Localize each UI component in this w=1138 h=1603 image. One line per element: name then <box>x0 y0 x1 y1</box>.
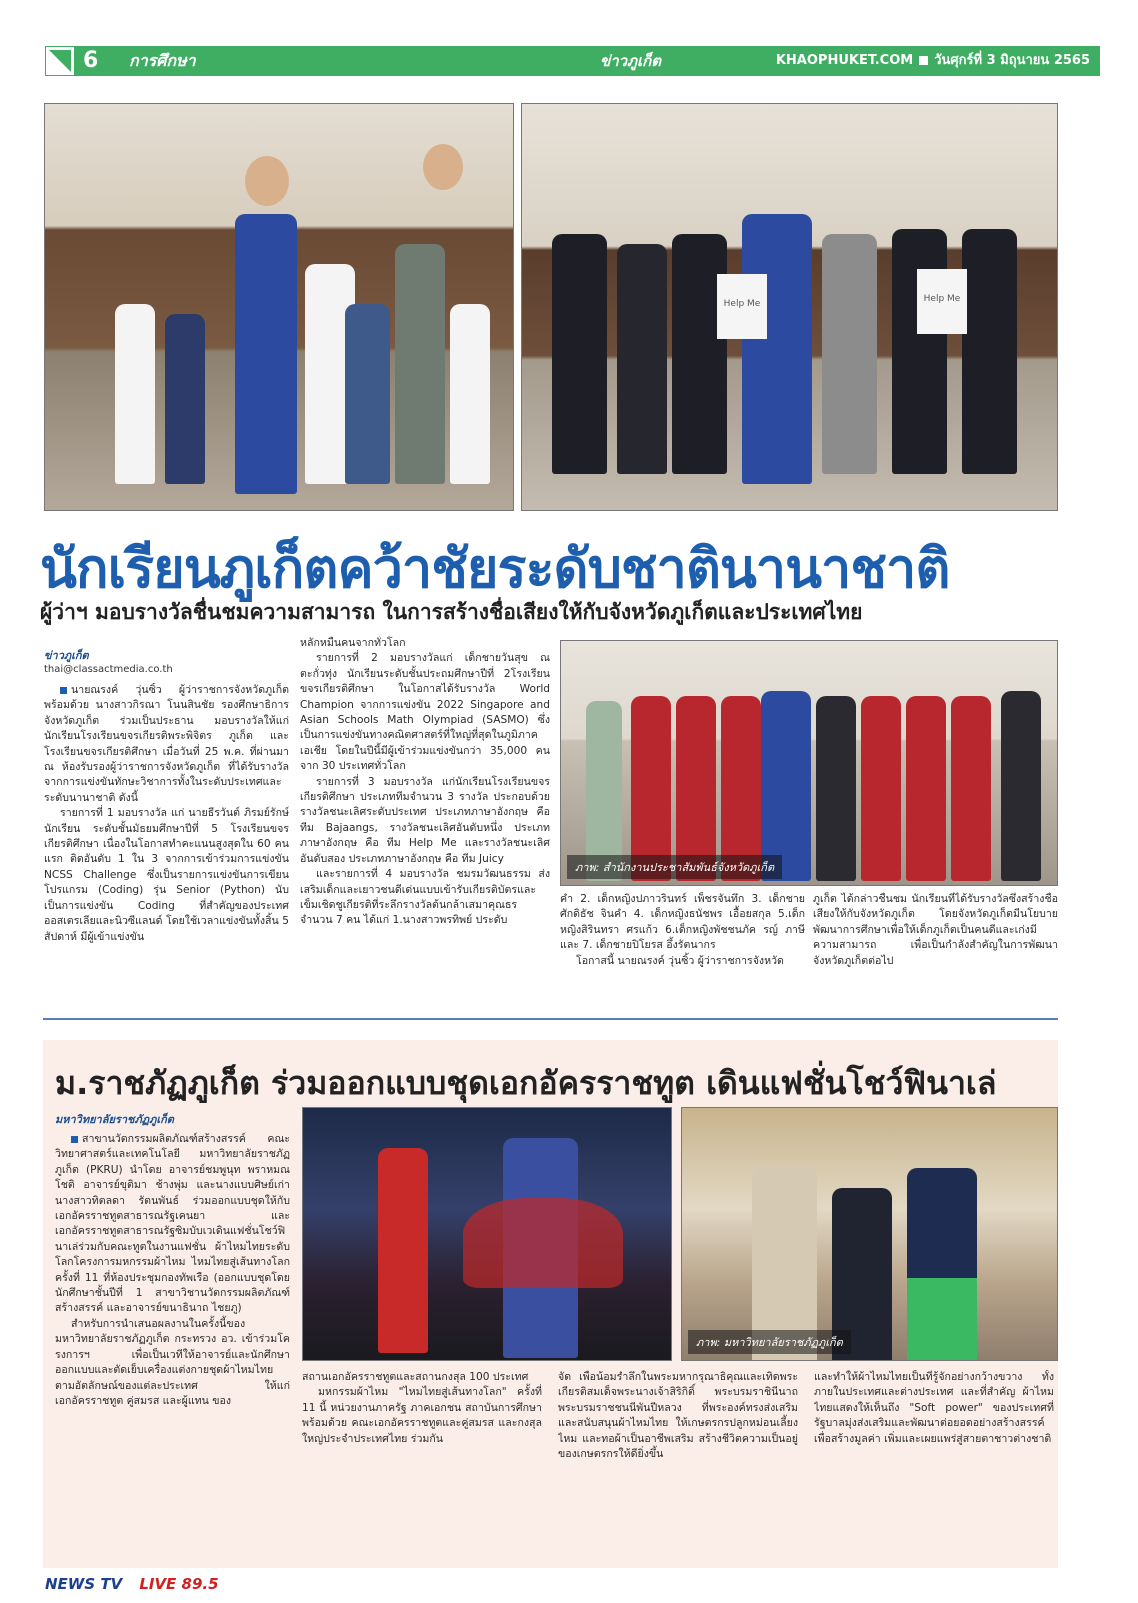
story1-column-1 <box>44 683 289 973</box>
byline-email: thai@classactmedia.co.th <box>44 664 173 675</box>
news-tv-logo: NEWS TV <box>45 1575 123 1593</box>
paragraph: หลักหมื่นคนจากทั่วโลก <box>300 637 406 649</box>
story2-column-2 <box>302 1370 542 1560</box>
paragraph-bullet-icon <box>60 687 67 694</box>
paragraph: สาขานวัตกรรมผลิตภัณฑ์สร้างสรรค์ คณะวิทยาศาสตร์และเทคโนโลยี มหาวิทยาลัยราชภัฏภูเก็ต (PKRU) นำโดย อาจารย์ชมพูนุท พราหมณโชติ อาจารย์ขุติมา ช้างพุ่ม และนางแบบศิษย์เก่า นางสาวทิตลดา รัตนพันธ์ ร่วมออกแบบชุดให้กับเอกอัครราชทูตสาธารณรัฐเคนยา และเอกอัครราชทูตสาธารณรัฐซิมบับเวเดินแฟชั่นโชว์ฟินาเล่ร่วมกับคณะทูตในงานแฟชั่น ผ้าไหมไทยระดับโลกโครงการมหกรรมผ้าไหม ไหมไทยสู่เส้นทางโลก ครั้งที่ 11 ที่ห้องประชุมกองทัพเรือ (ออกแบบชุดโดย นักศึกษาชั้นปีที่ 1 สาขาวิชานวัตกรรมผลิตภัณฑ์สร้างสรรค์ และอาจารย์ขนาธินาถ ไชยภู) <box>55 1133 290 1315</box>
separator-square-icon <box>919 56 928 65</box>
paragraph: นายณรงค์ วุ่นซิ้ว ผู้ว่าราชการจังหวัดภูเก็ต พร้อมด้วย นางสาวกิรณา โนนสินชัย รองศึกษาธิการจังหวัดภูเก็ต ร่วมเป็นประธาน มอบรางวัลให้แก่ นักเรียนโรงเรียนขจรเกียรติพระพิจิตร ภูเก็ต และโรงเรียนขจรเกียรติศึกษา เมื่อวันที่ 25 พ.ค. ที่ผ่านมา ณ ห้องรับรองผู้ว่าราชการจังหวัดภูเก็ต ที่ได้รับรางวัลจากการแข่งขันทักษะวิชาการทั้งในระดับประเทศและระดับนานาชาติ ดังนี้ <box>44 684 289 804</box>
headline-students-win: นักเรียนภูเก็ตคว้าชัยระดับชาตินานาชาติ <box>40 537 950 600</box>
paragraph: สำหรับการนำเสนอผลงานในครั้งนี้ของมหาวิทยาลัยราชภัฏภูเก็ต กระทรวง อว. เข้าร่วมโครงการฯ เพื่อเป็นเวทีให้อาจารย์และนักศึกษาออกแบบและตัดเย็บเครื่องแต่งกายชุดผ้าไหมไทย ตามอัตลักษณ์ของแต่ละประเทศ ให้แก่เอกอัครราชทูต คู่สมรส และผู้แทน ของ <box>55 1317 290 1407</box>
paragraph: จัด เพื่อน้อมรำลึกในพระมหากรุณาธิคุณและเทิดพระเกียรติสมเด็จพระนางเจ้าสิริกิติ์ พระบรมราชินีนาถ พระบรมราชชนนีพันปีหลวง ที่พระองค์ทรงส่งเสริมและสนับสนุนผ้าไหมไทย ให้เกษตรกรปลูกหม่อนเลี้ยงไหม และทอผ้าเป็นอาชีพเสริม สร้างชีวิตความเป็นอยู่ของเกษตรกรให้ดียิ่งขึ้น <box>558 1371 798 1461</box>
live-radio-logo: LIVE 89.5 <box>139 1575 219 1593</box>
byline-block <box>44 646 173 675</box>
story2-column-3 <box>558 1370 798 1560</box>
photo-students-certificates <box>560 640 1058 886</box>
section-divider <box>43 1018 1058 1020</box>
story2-byline: มหาวิทยาลัยราชภัฏภูเก็ต <box>55 1113 174 1126</box>
page-header <box>45 46 1100 76</box>
newspaper-logo-icon <box>45 46 75 76</box>
helpme-bag-left: Help Me <box>717 274 767 339</box>
story1-column-2 <box>300 636 550 973</box>
story1-column-3 <box>560 892 805 973</box>
masthead-logo: ข่าวภูเก็ต <box>600 52 661 70</box>
page-number: 6 <box>83 48 99 73</box>
paragraph: สถานเอกอัครราชทูตและสถานกงสุล 100 ประเทศ <box>302 1371 529 1383</box>
paragraph: มหกรรมผ้าไหม "ไหมไทยสู่เส้นทางโลก" ครั้งที่ 11 นี้ หน่วยงานภาครัฐ ภาคเอกชน สถาบันการศึกษา พร้อมด้วย คณะเอกอัครราชทูตและคู่สมรส และกงสุลใหญ่ประจำประเทศไทย ร่วมกัน <box>302 1386 542 1445</box>
story1-column-4 <box>813 892 1058 973</box>
helpme-bag-right: Help Me <box>917 269 967 334</box>
paragraph: และรายการที่ 4 มอบรางวัล ชมรมวัฒนธรรม ส่งเสริมเด็กและเยาวชนดีเด่นแบบเข้ารับเกียรติบัตรและเข็มเชิดชูเกียรติที่ระลึกรางวัลต้นกล้าเสมาคุณธร จำนวน 7 คน ได้แก่ 1.นางสาวพรทิพย์ ประดับ <box>300 868 550 927</box>
photo-helpme-team <box>521 103 1058 511</box>
paragraph: โอกาสนี้ นายณรงค์ วุ่นซิ้ว ผู้ว่าราชการจังหวัด <box>576 954 784 967</box>
headline-rajabhat-fashion: ม.ราชภัฏภูเก็ต ร่วมออกแบบชุดเอกอัครราชทูต เดินแฟชั่นโชว์ฟินาเล่ <box>55 1064 997 1102</box>
photo-ceremony-students <box>44 103 514 511</box>
footer-logos <box>45 1574 219 1596</box>
story2-column-1 <box>55 1132 290 1562</box>
photo-fashion-runway <box>302 1107 672 1361</box>
paragraph: ภูเก็ต ได้กล่าวชื่นชม นักเรียนที่ได้รับรางวัลซึ่งสร้างชื่อเสียงให้กับจังหวัดภูเก็ต โดยจังหวัดภูเก็ตมีนโยบายพัฒนาการศึกษาเพื่อให้เด็กภูเก็ตเป็นคนดีและเก่งมีความสามารถ เพื่อเป็นกำลังสำคัญในการพัฒนาจังหวัดภูเก็ตต่อไป <box>813 893 1058 967</box>
photo-credit-caption-rajabhat: ภาพ: มหาวิทยาลัยราชภัฏภูเก็ต <box>688 1330 851 1354</box>
paragraph: รายการที่ 3 มอบรางวัล แก่นักเรียนโรงเรียนขจรเกียรติศึกษา ประเภททีมจำนวน 3 รางวัล ประกอบด้วยรางวัลชนะเลิศระดับประเทศ ประเภทภาษาอังกฤษ คือ ทีม Bajaangs, รางวัลชนะเลิศอันดับหนึ่ง ประเภทภาษาอังกฤษ คือ ทีม Help Me และรางวัลชนะเลิศอันดับสอง ประเภทภาษาอังกฤษ คือ ทีม Juicy <box>300 775 550 865</box>
site-and-date <box>776 46 1090 76</box>
paragraph: และทำให้ผ้าไหมไทยเป็นที่รู้จักอย่างกว้างขวาง ทั้งภายในประเทศและต่างประเทศ และที่สำคัญ ผ้าไหมไทยแสดงให้เห็นถึง "Soft power" ของประเทศที่รัฐบาลมุ่งส่งเสริมและพัฒนาต่อยอดอย่างสร้างสรรค์ เพื่อสร้างมูลค่า เพิ่มและเผยแพร่สู่สายตาชาวต่างชาติ <box>814 1371 1054 1445</box>
paragraph-bullet-icon <box>71 1136 78 1143</box>
paragraph: รายการที่ 2 มอบรางวัลแก่ เด็กชายวันสุข ณ ตะกั่วทุ่ง นักเรียนระดับชั้นประถมศึกษาปีที่ 2โรงเรียนขจรเกียรติศึกษา ในโอกาสได้รับรางวัล World Champion จากการแข่งขัน 2022 Singapore and Asian Schools Math Olympiad (SASMO) ซึ่งเป็นการแข่งขันทางคณิตศาสตร์ที่ใหญ่ที่สุดในภูมิภาคเอเชีย โดยในปีนี้มีผู้เข้าร่วมแข่งขันกว่า 35,000 คน จาก 30 ประเทศทั่วโลก <box>300 652 550 773</box>
photo-ambassadors-silk <box>681 1107 1058 1361</box>
paragraph: รายการที่ 1 มอบรางวัล แก่ นายธีรวันต์ ภิรมย์รักษ์ นักเรียน ระดับชั้นมัธยมศึกษาปีที่ 5 โรงเรียนขจรเกียรติศึกษา เนื่องในโอกาสทำคะแนนสูงสุดใน 60 คนแรก ติดอันดับ 1 ใน 3 จากการเข้าร่วมการแข่งขัน NCSS Challenge ซึ่งเป็นรายการแข่งขันการเขียนโปรแกรม (Coding) รุ่น Senior (Python) นับเป็นการแข่งขัน Coding ที่สำคัญของประเทศออสเตรเลียและนิวซีแลนด์ โดยใช้เวลาแข่งขันทั้งสิ้น 5 สัปดาห์ มีผู้เข้าแข่งขัน <box>44 807 289 943</box>
paragraph: คำ 2. เด็กหญิงปภาวรินทร์ เพ็ชรจันทึก 3. เด็กชายศักดิธัช จินคำ 4. เด็กหญิงธนัชพร เอื้อยสกุล 5.เด็กหญิงสิรินทรา ศรแก้ว 6.เด็กหญิงพัชชนภัค รญ์ ภาษี และ 7. เด็กชายปิโยรส อึ้งรัตนากร <box>560 893 805 952</box>
issue-date: วันศุกร์ที่ 3 มิถุนายน 2565 <box>934 53 1090 68</box>
subheadline-governor-award: ผู้ว่าฯ มอบรางวัลชื่นชมความสามารถ ในการสร้างชื่อเสียงให้กับจังหวัดภูเก็ตและประเทศไทย <box>40 600 863 624</box>
photo-credit-caption: ภาพ: สำนักงานประชาสัมพันธ์จังหวัดภูเก็ต <box>567 855 782 879</box>
story2-column-4 <box>814 1370 1054 1560</box>
section-title: การศึกษา <box>129 51 196 70</box>
site-url: KHAOPHUKET.COM <box>775 53 914 68</box>
byline: ข่าวภูเก็ต <box>44 649 89 662</box>
